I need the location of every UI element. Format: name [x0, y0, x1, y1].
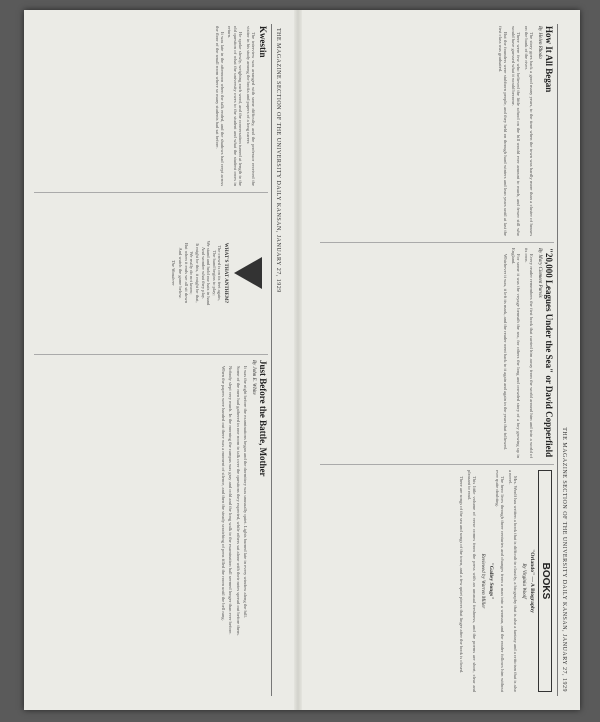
page-fold	[294, 10, 302, 710]
left-page-content	[30, 24, 282, 696]
left-column-3	[34, 360, 268, 690]
battle-paragraph: It was the night before the examinations began and the dormitory was unusually quiet. Lights burned late in every window along the hill.	[243, 366, 248, 618]
column-rule	[320, 464, 554, 465]
poem-line: And watch the game below.	[178, 247, 184, 299]
poem-line: And wonder what they play.	[200, 247, 206, 299]
galley-headline: "Galley Songs"	[487, 562, 494, 600]
poem-line: We stand and hold our hats in hand	[206, 240, 212, 306]
poem-line: We really do not know;	[189, 251, 195, 295]
column-rule	[34, 192, 268, 193]
left-column-2	[34, 198, 268, 348]
leagues-headline: "20,000 Leagues Under the Sea" or David Copperfield	[544, 248, 554, 458]
kwestin-paragraph: He spoke slowly, weighing each word, and the conversation turned at length to the old question of what the university owes to the student and what the student owes in return.	[227, 26, 244, 186]
orlando-headline: "Orlando" — A Biography	[528, 549, 535, 613]
battle-paragraph: When the papers were handed out there was a moment of silence, and then the steady scratching of pens filled the room until the bell rang.	[220, 366, 226, 621]
battle-byline: By John E. White	[251, 360, 256, 395]
books-title: BOOKS	[540, 562, 551, 600]
poem-title: WHAT'S THAT ANTHEM?	[223, 242, 228, 304]
newspaper-spread	[24, 10, 580, 710]
galley-paragraph: This little volume of verse comes from the press with an unusual freshness, and the poems are short, clear and pleasant to read.	[466, 470, 478, 692]
began-paragraph: The story goes back a good many years, to the time when the town was hardly more than a cluster of houses on the bank of the river.	[523, 26, 534, 236]
poem-line: The band begins to play;	[211, 250, 217, 296]
ornament-triangle-icon	[234, 257, 262, 289]
poem-signature: The Wanderer	[170, 260, 176, 286]
kwestin-headline: Kwestin	[258, 26, 268, 58]
began-headline: How It All Began	[544, 26, 554, 93]
left-running-head-text: THE MAGAZINE SECTION OF THE UNIVERSITY DAILY KANSAN, JANUARY 27, 1929	[275, 28, 281, 293]
right-page-content	[316, 24, 568, 696]
column-rule	[320, 242, 554, 243]
books-banner	[538, 470, 552, 692]
right-running-head-text: THE MAGAZINE SECTION OF THE UNIVERSITY DAILY KANSAN, JANUARY 27, 1929	[561, 427, 567, 692]
poem-line: But when it ends we all sit down	[183, 242, 189, 304]
orlando-paragraph: The hero lives through three centuries and changes from a man into a woman, and the reader follows him without ever quite doubting.	[494, 470, 506, 692]
began-byline: By Helen Rhoda	[537, 26, 542, 59]
leagues-paragraph: Every reader remembers the first book that carried him away from the world around him and into a world of its own.	[523, 248, 534, 458]
poem-line: The crowd is on its feet again,	[217, 245, 223, 301]
column-rule	[34, 354, 268, 355]
poem-line: It might be this, it might be that,	[195, 243, 201, 303]
right-column-2	[320, 248, 554, 458]
left-running-head	[272, 24, 282, 696]
right-page	[316, 24, 568, 696]
galley-paragraph: There are songs of the sea and songs of the town, and a few quiet pieces that linger after the book is closed.	[459, 476, 465, 674]
began-paragraph: There were few who believed the little school on the hill would ever amount to much, and fewer still who would have guessed what it would become.	[510, 26, 522, 236]
right-running-head	[558, 24, 568, 696]
kwestin-paragraph: The interview was arranged with some difficulty, and the professor received the visitor in his study among the books and papers of a long career.	[245, 26, 256, 186]
left-head-rule	[271, 24, 272, 696]
left-page	[30, 24, 282, 696]
poem	[170, 198, 228, 348]
battle-paragraph: Nobody slept very much. In the morning the campus was gray and cold and the long walk to the examination hall seemed longer than ever before.	[228, 366, 234, 635]
left-column-1	[34, 26, 268, 186]
orlando-byline: By Virginia Woolf	[521, 563, 527, 599]
leagues-byline: By Mary Clement Purvis	[537, 248, 542, 298]
kwestin-paragraph: It was late in the afternoon when the talk ended, and the shadows had crept across the floor of the small room where so many students had sat before.	[214, 26, 225, 186]
galley-byline: Reviewed by Warren Miller	[480, 553, 486, 609]
right-head-rule	[557, 24, 558, 696]
right-column-3	[320, 470, 554, 692]
orlando-paragraph: Mrs. Woolf has written a book that is difficult to classify, a biography that is also a fantasy and a criticism that is also a novel.	[507, 470, 519, 692]
leagues-paragraph: Whichever it was, it left its mark, and the reader went back to it again and again in the years that followed.	[503, 254, 509, 450]
right-column-1	[320, 26, 554, 236]
battle-headline: Just Before the Battle, Mother	[258, 360, 268, 477]
battle-paragraph: Some of the men had gathered in one room to talk over the questions they expected, while others sat alone with their notes spread out before them.	[235, 366, 241, 636]
began-paragraph: But the founders were stubborn people, and they held on through hard winters and lean years until at last the first class was graduated.	[497, 26, 509, 236]
leagues-paragraph: For some it was the voyage beneath the sea, for others the long and crowded story of a boy growing up in England.	[510, 248, 522, 458]
